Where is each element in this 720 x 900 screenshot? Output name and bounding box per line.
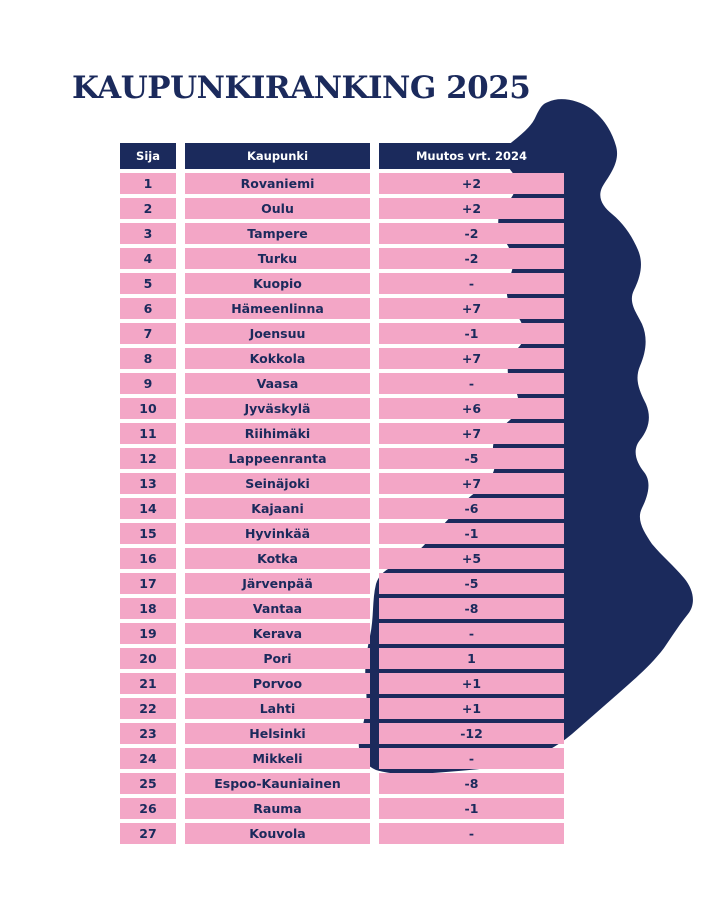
change-cell: -8 — [379, 773, 564, 794]
city-cell: Seinäjoki — [185, 473, 370, 494]
city-cell: Oulu — [185, 198, 370, 219]
change-cell: -1 — [379, 798, 564, 819]
change-cell: -2 — [379, 223, 564, 244]
change-cell: +2 — [379, 198, 564, 219]
change-cell: +7 — [379, 423, 564, 444]
city-cell: Hämeenlinna — [185, 298, 370, 319]
city-cell: Helsinki — [185, 723, 370, 744]
change-cell: +6 — [379, 398, 564, 419]
table-row — [120, 823, 566, 848]
table-row — [120, 373, 566, 398]
table-row — [120, 573, 566, 598]
rank-cell: 8 — [120, 348, 176, 369]
change-cell: +5 — [379, 548, 564, 569]
table-row — [120, 498, 566, 523]
table-row — [120, 598, 566, 623]
city-cell: Jyväskylä — [185, 398, 370, 419]
change-cell: -1 — [379, 323, 564, 344]
change-cell: -8 — [379, 598, 564, 619]
change-cell: 1 — [379, 648, 564, 669]
change-cell: - — [379, 273, 564, 294]
table-header-row — [120, 143, 566, 169]
table-row — [120, 798, 566, 823]
table-row — [120, 523, 566, 548]
city-cell: Kotka — [185, 548, 370, 569]
city-cell: Lahti — [185, 698, 370, 719]
table-row — [120, 448, 566, 473]
city-cell: Rauma — [185, 798, 370, 819]
rank-cell: 19 — [120, 623, 176, 644]
rank-cell: 13 — [120, 473, 176, 494]
city-cell: Kokkola — [185, 348, 370, 369]
city-cell: Kouvola — [185, 823, 370, 844]
table-row — [120, 173, 566, 198]
ranking-table — [120, 143, 566, 848]
rank-cell: 18 — [120, 598, 176, 619]
rank-cell: 26 — [120, 798, 176, 819]
city-cell: Hyvinkää — [185, 523, 370, 544]
city-cell: Pori — [185, 648, 370, 669]
table-row — [120, 773, 566, 798]
rank-cell: 5 — [120, 273, 176, 294]
table-row — [120, 348, 566, 373]
table-row — [120, 223, 566, 248]
rank-cell: 4 — [120, 248, 176, 269]
rank-cell: 25 — [120, 773, 176, 794]
change-cell: +7 — [379, 348, 564, 369]
city-cell: Tampere — [185, 223, 370, 244]
rank-cell: 17 — [120, 573, 176, 594]
city-cell: Joensuu — [185, 323, 370, 344]
table-row — [120, 248, 566, 273]
city-cell: Espoo-Kauniainen — [185, 773, 370, 794]
change-cell: -12 — [379, 723, 564, 744]
table-row — [120, 323, 566, 348]
change-cell: -5 — [379, 448, 564, 469]
city-cell: Kerava — [185, 623, 370, 644]
rank-cell: 15 — [120, 523, 176, 544]
rank-cell: 16 — [120, 548, 176, 569]
change-cell: +1 — [379, 698, 564, 719]
table-row — [120, 398, 566, 423]
table-row — [120, 748, 566, 773]
table-row — [120, 273, 566, 298]
rank-cell: 1 — [120, 173, 176, 194]
city-cell: Järvenpää — [185, 573, 370, 594]
table-row — [120, 473, 566, 498]
rank-cell: 10 — [120, 398, 176, 419]
header-change: Muutos vrt. 2024 — [379, 143, 564, 169]
rank-cell: 21 — [120, 673, 176, 694]
table-row — [120, 648, 566, 673]
page-title: KAUPUNKIRANKING 2025 — [72, 70, 531, 106]
city-cell: Lappeenranta — [185, 448, 370, 469]
rank-cell: 6 — [120, 298, 176, 319]
change-cell: +7 — [379, 298, 564, 319]
change-cell: -1 — [379, 523, 564, 544]
rank-cell: 9 — [120, 373, 176, 394]
table-row — [120, 698, 566, 723]
change-cell: -6 — [379, 498, 564, 519]
rank-cell: 22 — [120, 698, 176, 719]
rank-cell: 2 — [120, 198, 176, 219]
change-cell: +7 — [379, 473, 564, 494]
rank-cell: 7 — [120, 323, 176, 344]
table-body — [120, 173, 566, 848]
rank-cell: 20 — [120, 648, 176, 669]
header-rank: Sija — [120, 143, 176, 169]
rank-cell: 27 — [120, 823, 176, 844]
change-cell: -5 — [379, 573, 564, 594]
change-cell: - — [379, 623, 564, 644]
change-cell: - — [379, 748, 564, 769]
city-cell: Kajaani — [185, 498, 370, 519]
table-row — [120, 623, 566, 648]
change-cell: - — [379, 823, 564, 844]
table-row — [120, 723, 566, 748]
city-cell: Vaasa — [185, 373, 370, 394]
rank-cell: 14 — [120, 498, 176, 519]
city-cell: Turku — [185, 248, 370, 269]
table-row — [120, 423, 566, 448]
city-cell: Porvoo — [185, 673, 370, 694]
table-row — [120, 298, 566, 323]
change-cell: +2 — [379, 173, 564, 194]
table-row — [120, 673, 566, 698]
city-cell: Kuopio — [185, 273, 370, 294]
table-row — [120, 198, 566, 223]
header-city: Kaupunki — [185, 143, 370, 169]
city-cell: Vantaa — [185, 598, 370, 619]
rank-cell: 12 — [120, 448, 176, 469]
change-cell: +1 — [379, 673, 564, 694]
rank-cell: 24 — [120, 748, 176, 769]
city-cell: Rovaniemi — [185, 173, 370, 194]
rank-cell: 23 — [120, 723, 176, 744]
change-cell: - — [379, 373, 564, 394]
city-cell: Riihimäki — [185, 423, 370, 444]
table-row — [120, 548, 566, 573]
rank-cell: 11 — [120, 423, 176, 444]
rank-cell: 3 — [120, 223, 176, 244]
change-cell: -2 — [379, 248, 564, 269]
city-cell: Mikkeli — [185, 748, 370, 769]
